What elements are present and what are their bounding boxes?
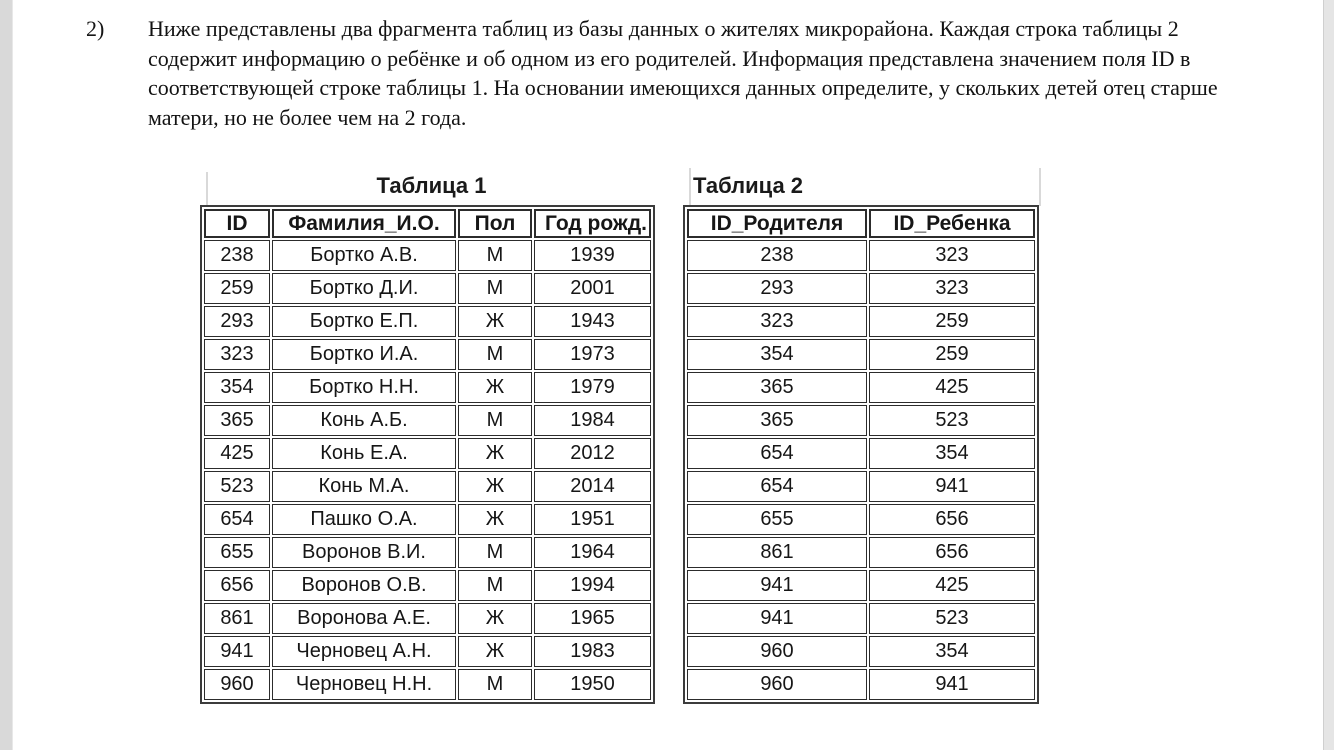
table-cell: 861 — [204, 603, 270, 634]
table-cell: 2012 — [534, 438, 651, 469]
table-cell: 1964 — [534, 537, 651, 568]
table-cell: Бортко Д.И. — [272, 273, 456, 304]
table-cell: 259 — [869, 339, 1035, 370]
table2-header-parent-id: ID_Родителя — [687, 209, 867, 238]
table-cell: 293 — [687, 273, 867, 304]
table-cell: 1984 — [534, 405, 651, 436]
table-row — [687, 636, 1035, 667]
table-cell: 238 — [204, 240, 270, 271]
table2-title: Таблица 2 — [693, 173, 804, 198]
table-cell: 2001 — [534, 273, 651, 304]
table-cell: 365 — [687, 405, 867, 436]
table-cell: 1973 — [534, 339, 651, 370]
table-cell: 425 — [869, 570, 1035, 601]
table-cell: 1965 — [534, 603, 651, 634]
table-cell: М — [458, 570, 532, 601]
table-cell: М — [458, 405, 532, 436]
table-cell: 523 — [204, 471, 270, 502]
table2 — [683, 205, 1039, 704]
table-row — [687, 339, 1035, 370]
table-cell: 655 — [204, 537, 270, 568]
table-cell: Ж — [458, 306, 532, 337]
table-cell: 323 — [869, 240, 1035, 271]
table-row — [687, 240, 1035, 271]
table-cell: М — [458, 669, 532, 700]
table1-block — [200, 171, 663, 704]
table-cell: 354 — [869, 636, 1035, 667]
table-cell: 861 — [687, 537, 867, 568]
table-row — [204, 603, 651, 634]
table-row — [687, 438, 1035, 469]
table-row — [687, 471, 1035, 502]
table-row — [204, 669, 651, 700]
table2-header-row — [687, 209, 1035, 238]
table-cell: 960 — [687, 669, 867, 700]
table-row — [204, 438, 651, 469]
table-cell: 941 — [687, 570, 867, 601]
table-row — [204, 273, 651, 304]
table-row — [204, 306, 651, 337]
table-row — [687, 504, 1035, 535]
table-cell: Воронова А.Е. — [272, 603, 456, 634]
table-row — [204, 405, 651, 436]
table-cell: 941 — [687, 603, 867, 634]
table-cell: 654 — [687, 438, 867, 469]
table-row — [204, 504, 651, 535]
table-row — [204, 636, 651, 667]
table-cell: 1943 — [534, 306, 651, 337]
table-cell: Пашко О.А. — [272, 504, 456, 535]
table-row — [687, 372, 1035, 403]
table-cell: Бортко Е.П. — [272, 306, 456, 337]
table-row — [687, 570, 1035, 601]
table-cell: 941 — [869, 471, 1035, 502]
table-cell: 365 — [204, 405, 270, 436]
table-cell: 656 — [869, 504, 1035, 535]
table-cell: Ж — [458, 603, 532, 634]
table-cell: М — [458, 240, 532, 271]
table-cell: 941 — [204, 636, 270, 667]
problem-statement: Ниже представлены два фрагмента таблиц из базы данных о жителях микрорайона. Каждая строка таблицы 2 содержит информацию о ребёнке и об одном из его родителей. Информация представлена значением поля ID в соответствующей строке таблицы 1. На основании имеющихся данных определите, у скольких детей отец старше матери, но не более чем на 2 года. — [148, 16, 1218, 130]
table-cell: 259 — [869, 306, 1035, 337]
table2-block — [683, 171, 1043, 704]
table2-body — [687, 240, 1035, 700]
table-cell: 365 — [687, 372, 867, 403]
table-cell: Бортко И.А. — [272, 339, 456, 370]
table-cell: Ж — [458, 372, 532, 403]
table-row — [204, 570, 651, 601]
table-cell: 354 — [204, 372, 270, 403]
table-cell: 523 — [869, 405, 1035, 436]
table-row — [204, 339, 651, 370]
table-cell: 960 — [204, 669, 270, 700]
table-cell: 523 — [869, 603, 1035, 634]
table-cell: Черновец Н.Н. — [272, 669, 456, 700]
table1-header-row — [204, 209, 651, 238]
problem-number: 2) — [86, 16, 105, 41]
table-cell: Конь А.Б. — [272, 405, 456, 436]
table-cell: 425 — [204, 438, 270, 469]
table-cell: Ж — [458, 636, 532, 667]
table1-header-gender: Пол — [458, 209, 532, 238]
table1-header-name: Фамилия_И.О. — [272, 209, 456, 238]
table-row — [687, 603, 1035, 634]
left-page-edge-strip — [0, 0, 13, 750]
table-row — [204, 471, 651, 502]
table-cell: Ж — [458, 438, 532, 469]
table-cell: М — [458, 339, 532, 370]
table-row — [687, 669, 1035, 700]
table-cell: Ж — [458, 471, 532, 502]
table-cell: 259 — [204, 273, 270, 304]
table-cell: 656 — [204, 570, 270, 601]
table-cell: М — [458, 273, 532, 304]
table-cell: 323 — [687, 306, 867, 337]
table-row — [204, 240, 651, 271]
table-cell: 656 — [869, 537, 1035, 568]
table-cell: 323 — [204, 339, 270, 370]
table-cell: 293 — [204, 306, 270, 337]
table-row — [204, 372, 651, 403]
table-cell: М — [458, 537, 532, 568]
table-row — [204, 537, 651, 568]
table-cell: Бортко Н.Н. — [272, 372, 456, 403]
table-cell: 941 — [869, 669, 1035, 700]
table-cell: 1950 — [534, 669, 651, 700]
table-cell: 425 — [869, 372, 1035, 403]
table-cell: 2014 — [534, 471, 651, 502]
table-cell: 655 — [687, 504, 867, 535]
table-cell: 238 — [687, 240, 867, 271]
table-cell: Конь М.А. — [272, 471, 456, 502]
table-cell: 960 — [687, 636, 867, 667]
table2-header-child-id: ID_Ребенка — [869, 209, 1035, 238]
table-cell: 1983 — [534, 636, 651, 667]
table-cell: 1939 — [534, 240, 651, 271]
table1-header-birthyear: Год рожд. — [534, 209, 651, 238]
table-cell: 354 — [869, 438, 1035, 469]
table-cell: Ж — [458, 504, 532, 535]
table-cell: Конь Е.А. — [272, 438, 456, 469]
table1 — [200, 205, 655, 704]
table-cell: 323 — [869, 273, 1035, 304]
table-cell: Бортко А.В. — [272, 240, 456, 271]
table-cell: 1979 — [534, 372, 651, 403]
table-cell: 654 — [204, 504, 270, 535]
table-cell: 1951 — [534, 504, 651, 535]
table-cell: Воронов О.В. — [272, 570, 456, 601]
table-cell: Черновец А.Н. — [272, 636, 456, 667]
right-page-edge-strip — [1323, 0, 1334, 750]
table1-title: Таблица 1 — [376, 173, 487, 198]
table-row — [687, 273, 1035, 304]
table1-header-id: ID — [204, 209, 270, 238]
table-row — [687, 537, 1035, 568]
table-cell: 1994 — [534, 570, 651, 601]
table-row — [687, 306, 1035, 337]
table1-body — [204, 240, 651, 700]
table-cell: Воронов В.И. — [272, 537, 456, 568]
table-cell: 654 — [687, 471, 867, 502]
table-cell: 354 — [687, 339, 867, 370]
table-row — [687, 405, 1035, 436]
